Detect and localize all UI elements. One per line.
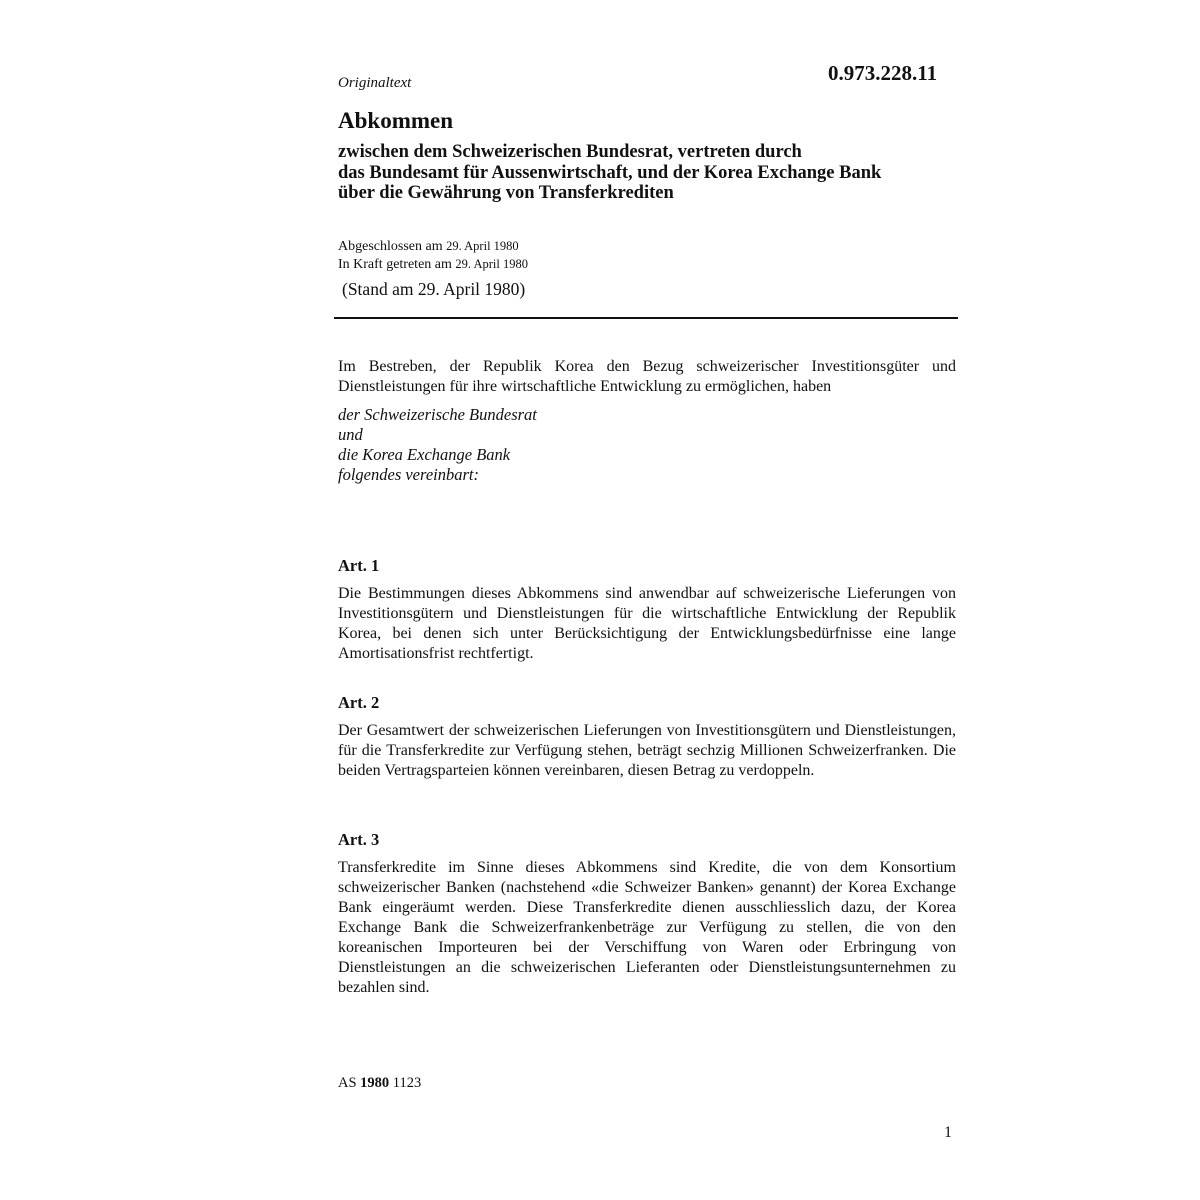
party-line: und [338,425,363,444]
article-1-text: Die Bestimmungen dieses Abkommens sind anwendbar auf schweizerische Lieferungen von Investitionsgütern und Dienstleistungen für die wirtschaftliche Entwicklung der Republik Korea, bei denen sich unter Berücksichtigung der Entwicklungsbedürfnisse eine lange Amortisationsfrist rechtfertigt. [338,585,956,662]
subtitle-line: das Bundesamt für Aussenwirtschaft, und der Korea Exchange Bank [338,162,882,183]
sr-number: 0.973.228.11 [828,61,938,85]
official-collection-reference [338,1075,421,1092]
party-line: folgendes vereinbart: [338,465,479,484]
article-2-text: Der Gesamtwert der schweizerischen Lieferungen von Investitionsgütern und Dienstleistungen, für die Transferkredite zur Verfügung stehen, beträgt sechzig Millionen Schweizerfranken. Die beiden Vertragsparteien können vereinbaren, diesen Betrag zu verdoppeln. [338,722,956,779]
concluded-label: Abgeschlossen am [338,239,443,254]
in-force-label: In Kraft getreten am [338,256,452,272]
concluded-line [338,238,528,256]
concluded-date: 29. April 1980 [446,239,519,253]
article-3-heading: Art. 3 [338,830,380,849]
document-subtitle [338,142,881,204]
subtitle-line: über die Gewährung von Transferkrediten [338,183,674,203]
as-year: 1980 [360,1075,390,1091]
in-force-line [338,256,528,274]
party-line: der Schweizerische Bundesrat [338,405,537,424]
article-3-text: Transferkredite im Sinne dieses Abkommens sind Kredite, die von dem Konsortium schweizerischer Banken (nachstehend «die Schweizer Banken» genannt) der Korea Exchange Bank eingeräumt werden. Diese Transferkredite dienen ausschliesslich dazu, der Korea Exchange Bank die Schweizerfrankenbeträge zur Verfügung zu stellen, die von den koreanischen Importeuren bei der Verschiffung von Waren oder Erbringung von Dienstleistungen an die schweizerischen Lieferanten oder Dienstleistungsunternehmen zu bezahlen sind. [338,859,956,996]
preamble-parties [338,405,537,485]
document-title: Abkommen [338,108,454,133]
article-1-heading: Art. 1 [338,556,380,575]
subtitle-line: zwischen dem Schweizerischen Bundesrat, vertreten durch [338,142,802,162]
document-dates [338,238,528,273]
originaltext-label: Originaltext [338,75,412,91]
in-force-date: 29. April 1980 [455,256,528,271]
stand-date: (Stand am 29. April 1980) [342,279,526,299]
as-prefix: AS [338,1075,357,1091]
party-line: die Korea Exchange Bank [338,445,511,464]
header-divider [334,317,958,319]
preamble-text: Im Bestreben, der Republik Korea den Bezug schweizerischer Investitionsgüter und Dienstleistungen für ihre wirtschaftliche Entwicklung zu ermöglichen, haben [338,358,956,395]
article-2-heading: Art. 2 [338,693,380,712]
as-page: 1123 [392,1075,422,1091]
page-number: 1 [944,1124,952,1141]
